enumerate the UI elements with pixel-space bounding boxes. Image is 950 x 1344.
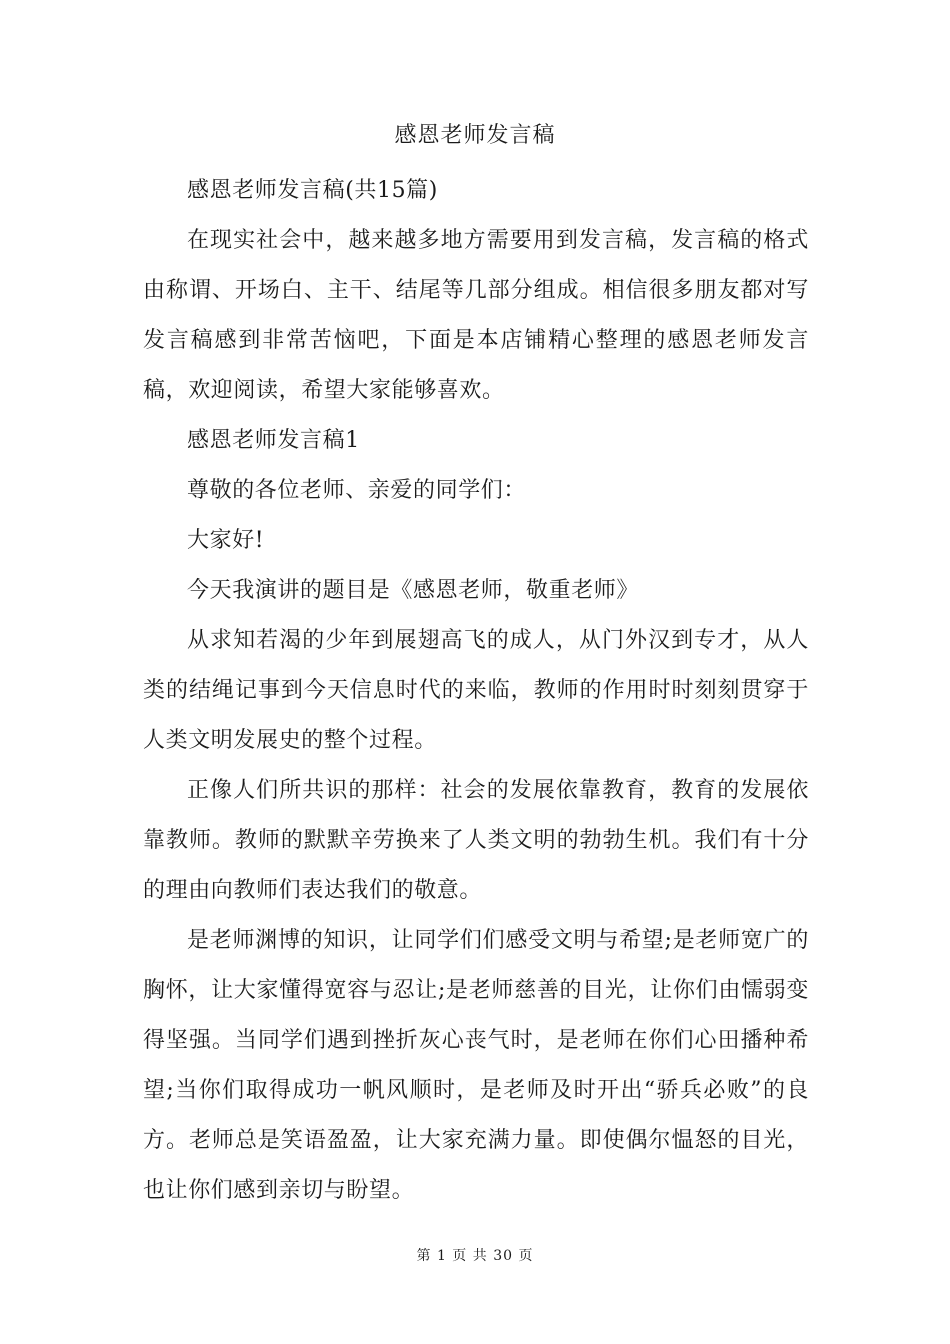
- body-paragraph: 从求知若渴的少年到展翅高飞的成人，从门外汉到专才，从人类的结绳记事到今天信息时代的来临，教师的作用时时刻刻贯穿于人类文明发展史的整个过程。: [143, 628, 809, 753]
- topic-paragraph: 今天我演讲的题目是《感恩老师，敬重老师》: [187, 578, 640, 603]
- subtitle-paragraph: 感恩老师发言稿(共15篇): [187, 178, 438, 203]
- intro-paragraph: 在现实社会中，越来越多地方需要用到发言稿，发言稿的格式由称谓、开场白、主干、结尾等几部分组成。相信很多朋友都对写发言稿感到非常苦恼吧，下面是本店铺精心整理的感恩老师发言稿，欢迎阅读，希望大家能够喜欢。: [143, 228, 809, 403]
- document-body: [143, 166, 809, 1216]
- salutation-paragraph: 尊敬的各位老师、亲爱的同学们：: [187, 478, 527, 503]
- greeting-paragraph: 大家好!: [187, 528, 265, 553]
- body-paragraph: 正像人们所共识的那样：社会的发展依靠教育，教育的发展依靠教师。教师的默默辛劳换来了人类文明的勃勃生机。我们有十分的理由向教师们表达我们的敬意。: [143, 778, 809, 903]
- body-paragraph: 是老师渊博的知识，让同学们们感受文明与希望;是老师宽广的胸怀，让大家懂得宽容与忍让;是老师慈善的目光，让你们由懦弱变得坚强。当同学们遇到挫折灰心丧气时，是老师在你们心田播种希望;当你们取得成功一帆风顺时，是老师及时开出“骄兵必败”的良方。老师总是笑语盈盈，让大家充满力量。即使偶尔愠怒的目光，也让你们感到亲切与盼望。: [143, 928, 809, 1203]
- page-footer: 第 1 页 共 30 页: [416, 1248, 534, 1264]
- document-title: 感恩老师发言稿: [394, 123, 556, 148]
- section-heading: 感恩老师发言稿1: [187, 428, 360, 453]
